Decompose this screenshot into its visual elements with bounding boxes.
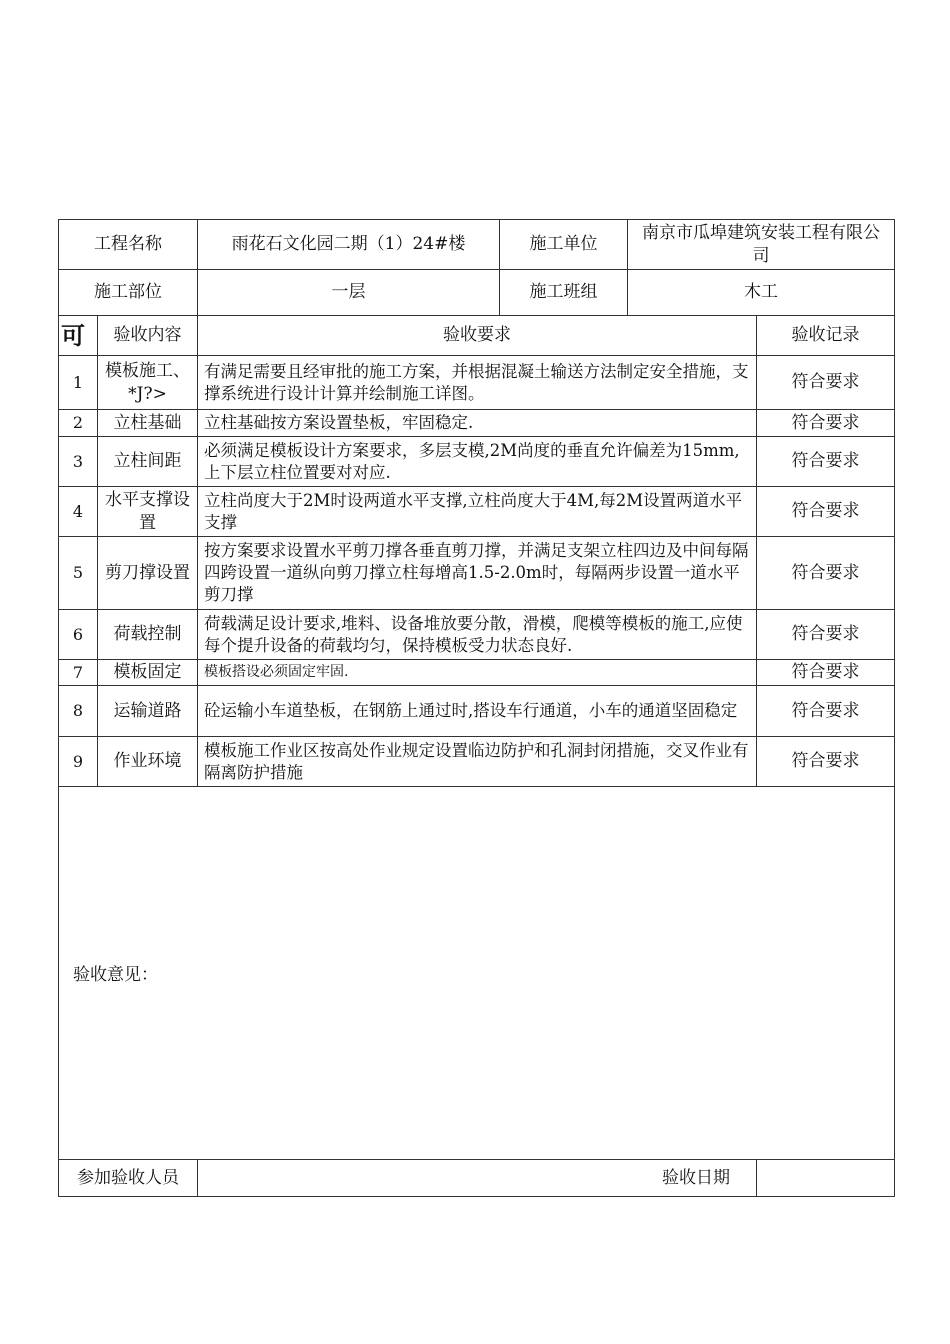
- table-row: [59, 410, 895, 437]
- header-row-1: [59, 220, 895, 270]
- row-number: 9: [59, 737, 98, 787]
- row-record: 符合要求: [757, 410, 895, 437]
- row-record: 符合要求: [757, 737, 895, 787]
- row-requirement: 模板施工作业区按高处作业规定设置临边防护和孔洞封闭措施，交叉作业有隔离防护措施: [198, 737, 757, 787]
- row-requirement: 立柱基础按方案设置垫板，牢固稳定.: [198, 410, 757, 437]
- row-record: 符合要求: [757, 660, 895, 686]
- opinion-row: [59, 787, 895, 1160]
- date-value-cell: [757, 1160, 895, 1197]
- contractor-label: 施工单位: [500, 220, 628, 270]
- row-requirement: 按方案要求设置水平剪刀撑各垂直剪刀撑，并满足支架立柱四边及中间每隔四跨设置一道纵向剪刀撑立柱每增高1.5-2.0m时，每隔两步设置一道水平剪刀撑: [198, 537, 757, 610]
- row-number: 6: [59, 610, 98, 660]
- row-content: 剪刀撑设置: [98, 537, 198, 610]
- table-row: [59, 737, 895, 787]
- row-record: 符合要求: [757, 356, 895, 410]
- row-number: 8: [59, 686, 98, 737]
- row-record: 符合要求: [757, 437, 895, 487]
- record-column-header: 验收记录: [757, 316, 895, 356]
- content-column-header: 验收内容: [98, 316, 198, 356]
- requirement-column-header: 验收要求: [198, 316, 757, 356]
- row-content: 模板固定: [98, 660, 198, 686]
- header-row-2: [59, 270, 895, 316]
- table-row: [59, 686, 895, 737]
- table-row: [59, 610, 895, 660]
- team-label: 施工班组: [500, 270, 628, 316]
- row-requirement: 有满足需要且经审批的施工方案，并根据混凝土输送方法制定安全措施，支撑系统进行设计计算并绘制施工详图。: [198, 356, 757, 410]
- row-number: 1: [59, 356, 98, 410]
- row-number: 4: [59, 487, 98, 537]
- row-number: 7: [59, 660, 98, 686]
- row-requirement: 必须满足模板设计方案要求，多层支模,2M尚度的垂直允许偏差为15mm,上下层立柱位置要对对应.: [198, 437, 757, 487]
- row-number: 5: [59, 537, 98, 610]
- date-label: 验收日期: [198, 1160, 757, 1197]
- row-content: 水平支撑设置: [98, 487, 198, 537]
- acceptance-form-table: [58, 219, 895, 1197]
- location-value: 一层: [198, 270, 500, 316]
- signature-row: [59, 1160, 895, 1197]
- project-name-value: 雨花石文化园二期（1）24#楼: [198, 220, 500, 270]
- row-record: 符合要求: [757, 537, 895, 610]
- row-requirement: 砼运输小车道垫板，在钢筋上通过时,搭设车行通道，小车的通道坚固稳定: [198, 686, 757, 737]
- table-row: [59, 537, 895, 610]
- participants-label: 参加验收人员: [59, 1160, 198, 1197]
- project-name-label: 工程名称: [59, 220, 198, 270]
- row-record: 符合要求: [757, 487, 895, 537]
- contractor-value: 南京市瓜埠建筑安装工程有限公司: [628, 220, 895, 270]
- row-number: 3: [59, 437, 98, 487]
- row-requirement: 立柱尚度大于2M时设两道水平支撑,立柱尚度大于4M,每2M设置两道水平支撑: [198, 487, 757, 537]
- row-number: 2: [59, 410, 98, 437]
- row-content: 模板施工、*J?>: [98, 356, 198, 410]
- row-content: 立柱间距: [98, 437, 198, 487]
- row-record: 符合要求: [757, 610, 895, 660]
- row-content: 荷载控制: [98, 610, 198, 660]
- table-row: [59, 660, 895, 686]
- table-row: [59, 437, 895, 487]
- index-column-header: 可: [59, 316, 98, 356]
- column-header-row: [59, 316, 895, 356]
- table-row: [59, 356, 895, 410]
- opinion-label: 验收意见：: [59, 787, 895, 1160]
- team-value: 木工: [628, 270, 895, 316]
- row-content: 作业环境: [98, 737, 198, 787]
- table-row: [59, 487, 895, 537]
- row-content: 运输道路: [98, 686, 198, 737]
- row-requirement: 模板搭设必须固定牢固.: [198, 660, 757, 686]
- row-record: 符合要求: [757, 686, 895, 737]
- row-content: 立柱基础: [98, 410, 198, 437]
- row-requirement: 荷载满足设计要求,堆料、设备堆放要分散，滑模，爬模等模板的施工,应使每个提升设备的荷载均匀，保持模板受力状态良好.: [198, 610, 757, 660]
- location-label: 施工部位: [59, 270, 198, 316]
